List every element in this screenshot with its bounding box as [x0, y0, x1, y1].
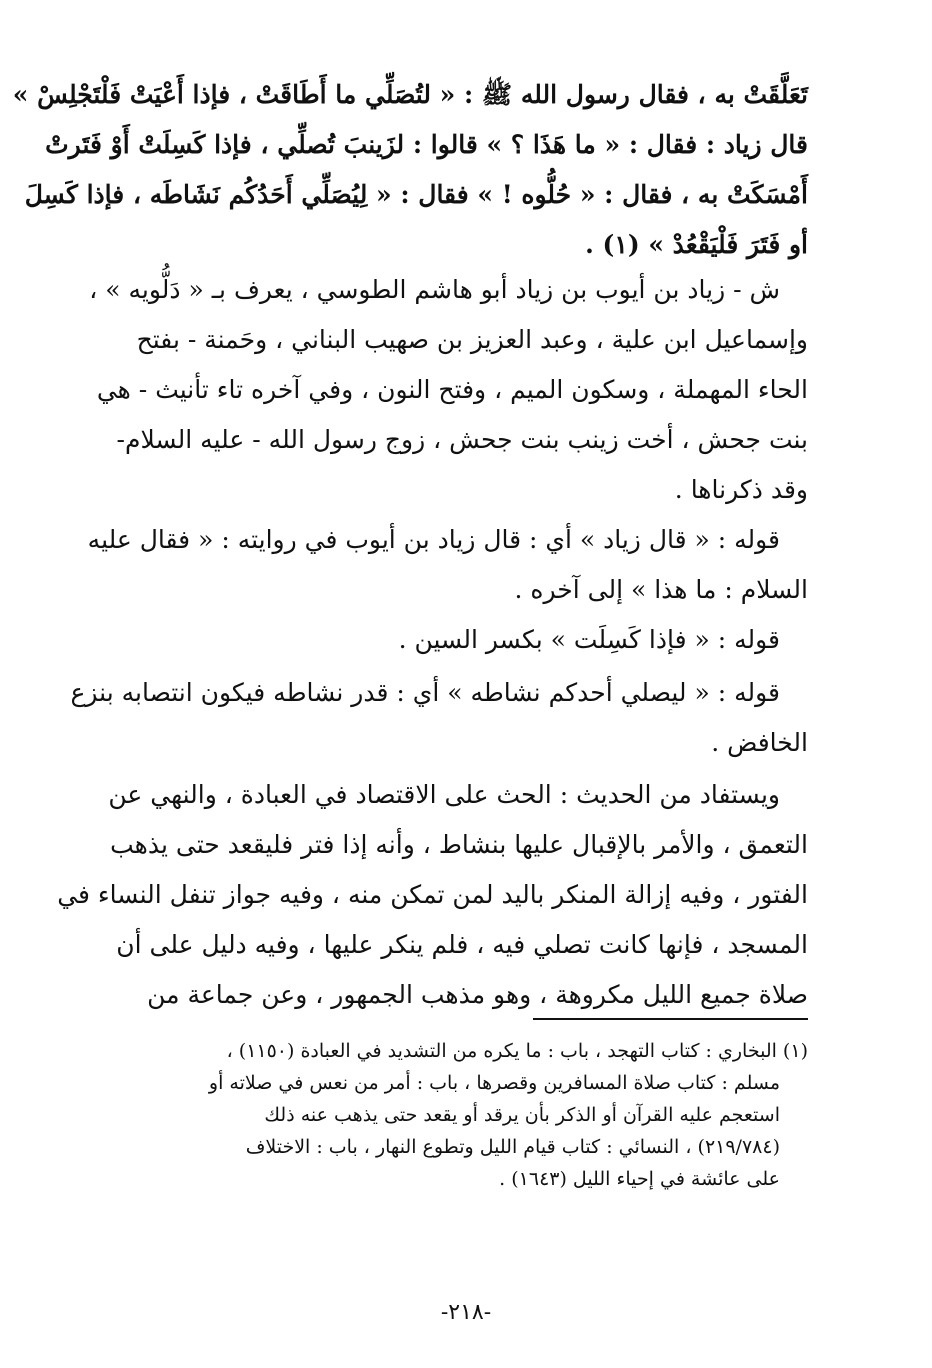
page-number: -٢١٨-: [440, 1300, 492, 1325]
text-line: المسجد ، فإنها كانت تصلي فيه ، فلم ينكر عليها ، وفيه دليل على أن: [116, 930, 808, 959]
text-line: وإسماعيل ابن علية ، وعبد العزيز بن صهيب البناني ، وحَمنة - بفتح: [136, 325, 808, 354]
footnote: [128, 1035, 808, 1195]
commentary-paragraph: [87, 515, 808, 615]
footnote-line: مسلم : كتاب صلاة المسافرين وقصرها ، باب : أمر من نعس في صلاته أو: [208, 1072, 780, 1094]
text-line: وقد ذكرناها .: [674, 475, 808, 504]
text-line: بنت جحش ، أخت زينب بنت جحش ، زوج رسول الله - عليه السلام-: [116, 425, 808, 454]
text-line: السلام : ما هذا » إلى آخره .: [514, 575, 808, 604]
text-line: الخافض .: [711, 728, 808, 757]
text-line: أو فَتَرَ فَلْيَقْعُدْ » (١) .: [585, 230, 808, 259]
footnote-line: استعجم عليه القرآن أو الذكر بأن يرقد أو يقعد حتى يذهب عنه ذلك: [264, 1104, 780, 1126]
footnote-divider: [533, 1018, 808, 1020]
text-line: قوله : « ليصلي أحدكم نشاطه » أي : قدر نشاطه فيكون انتصابه بنزع: [70, 678, 780, 707]
commentary-paragraph: [89, 265, 808, 515]
footnote-line: على عائشة في إحياء الليل (١٦٤٣) .: [499, 1168, 780, 1190]
text-line: الفتور ، وفيه إزالة المنكر باليد لمن تمكن منه ، وفيه جواز تنفل النساء في: [57, 880, 808, 909]
text-line: قوله : « فإذا كَسِلَت » بكسر السين .: [398, 625, 780, 654]
text-line: قوله : « قال زياد » أي : قال زياد بن أيوب في روايته : « فقال عليه: [87, 525, 780, 554]
text-line: ويستفاد من الحديث : الحث على الاقتصاد في العبادة ، والنهي عن: [108, 780, 780, 809]
text-line: أَمْسَكَتْ به ، فقال : « حُلُّوه ! » فقال : « لِيُصَلِّي أَحَدُكُم نَشَاطَه ، فإذا كَسِلَ: [24, 180, 808, 209]
hadith-text: [12, 70, 808, 270]
footnote-line: (٢١٩/٧٨٤) ، النسائي : كتاب قيام الليل وتطوع النهار ، باب : الاختلاف: [245, 1136, 780, 1158]
commentary-paragraph: [57, 770, 808, 1020]
text-line: صلاة جميع الليل مكروهة ، وهو مذهب الجمهور ، وعن جماعة من: [147, 980, 808, 1009]
commentary-paragraph: [70, 668, 808, 768]
text-line: التعمق ، والأمر بالإقبال عليها بنشاط ، وأنه إذا فتر فليقعد حتى يذهب: [110, 830, 808, 859]
footnote-line: (١) البخاري : كتاب التهجد ، باب : ما يكره من التشديد في العبادة (١١٥٠) ،: [226, 1040, 808, 1062]
commentary-paragraph: [128, 615, 808, 665]
text-line: تَعَلَّقَتْ به ، فقال رسول الله ﷺ : « لتُصَلِّي ما أَطَاقَتْ ، فإذا أَعْيَتْ فَلْتَجْلِسْ »: [12, 80, 808, 109]
text-line: ش - زياد بن أيوب بن زياد أبو هاشم الطوسي ، يعرف بـ « دَلُّويه » ،: [89, 275, 780, 304]
text-line: الحاء المهملة ، وسكون الميم ، وفتح النون ، وفي آخره تاء تأنيث - هي: [96, 375, 808, 404]
text-line: قال زياد : فقال : « ما هَذَا ؟ » قالوا : لزَينبَ تُصلِّي ، فإذا كَسِلَتْ أَوْ فَتَرتْ: [45, 130, 808, 159]
